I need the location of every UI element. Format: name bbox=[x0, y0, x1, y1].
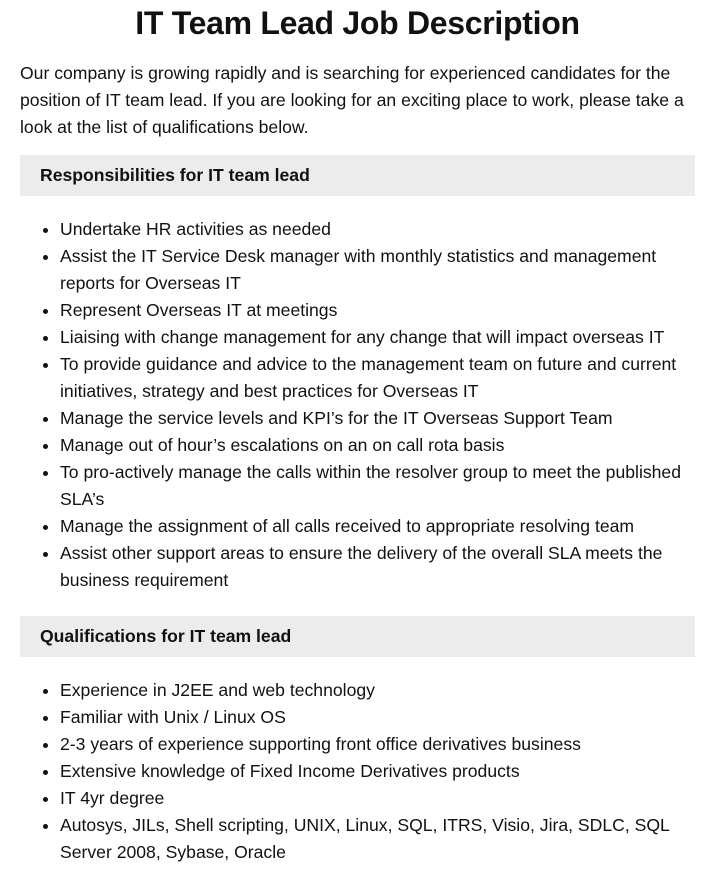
list-item: • Assist the IT Service Desk manager with monthly statistics and management reports for Overseas IT bbox=[60, 243, 695, 297]
list-item: • Experience in J2EE and web technology bbox=[60, 677, 695, 704]
list-item: • Extensive knowledge of Fixed Income Derivatives products bbox=[60, 758, 695, 785]
list-item: • IT 4yr degree bbox=[60, 785, 695, 812]
list-item: • Autosys, JILs, Shell scripting, UNIX, Linux, SQL, ITRS, Visio, Jira, SDLC, SQL Server 2008, Sybase, Oracle bbox=[60, 812, 695, 866]
responsibilities-list bbox=[20, 216, 695, 594]
qualifications-section bbox=[20, 616, 695, 866]
list-item: • Manage the assignment of all calls received to appropriate resolving team bbox=[60, 513, 695, 540]
list-item: • Assist other support areas to ensure the delivery of the overall SLA meets the business requirement bbox=[60, 540, 695, 594]
intro-paragraph: Our company is growing rapidly and is searching for experienced candidates for the position of IT team lead. If you are looking for an exciting place to work, please take a look at the list of qualifications below. bbox=[20, 63, 684, 137]
list-item: • Familiar with Unix / Linux OS bbox=[60, 704, 695, 731]
page-title: IT Team Lead Job Description bbox=[135, 5, 580, 41]
list-item: • Liaising with change management for any change that will impact overseas IT bbox=[60, 324, 695, 351]
responsibilities-section bbox=[20, 155, 695, 594]
list-item: • Represent Overseas IT at meetings bbox=[60, 297, 695, 324]
list-item: • To pro-actively manage the calls within the resolver group to meet the published SLA’s bbox=[60, 459, 695, 513]
section-heading: Qualifications for IT team lead bbox=[20, 616, 695, 657]
list-item: • To provide guidance and advice to the management team on future and current initiatives, strategy and best practices for Overseas IT bbox=[60, 351, 695, 405]
list-item: • Manage the service levels and KPI’s for the IT Overseas Support Team bbox=[60, 405, 695, 432]
list-item: • Undertake HR activities as needed bbox=[60, 216, 695, 243]
list-item: • Manage out of hour’s escalations on an on call rota basis bbox=[60, 432, 695, 459]
section-heading: Responsibilities for IT team lead bbox=[20, 155, 695, 196]
list-item: • 2-3 years of experience supporting front office derivatives business bbox=[60, 731, 695, 758]
qualifications-list bbox=[20, 677, 695, 866]
